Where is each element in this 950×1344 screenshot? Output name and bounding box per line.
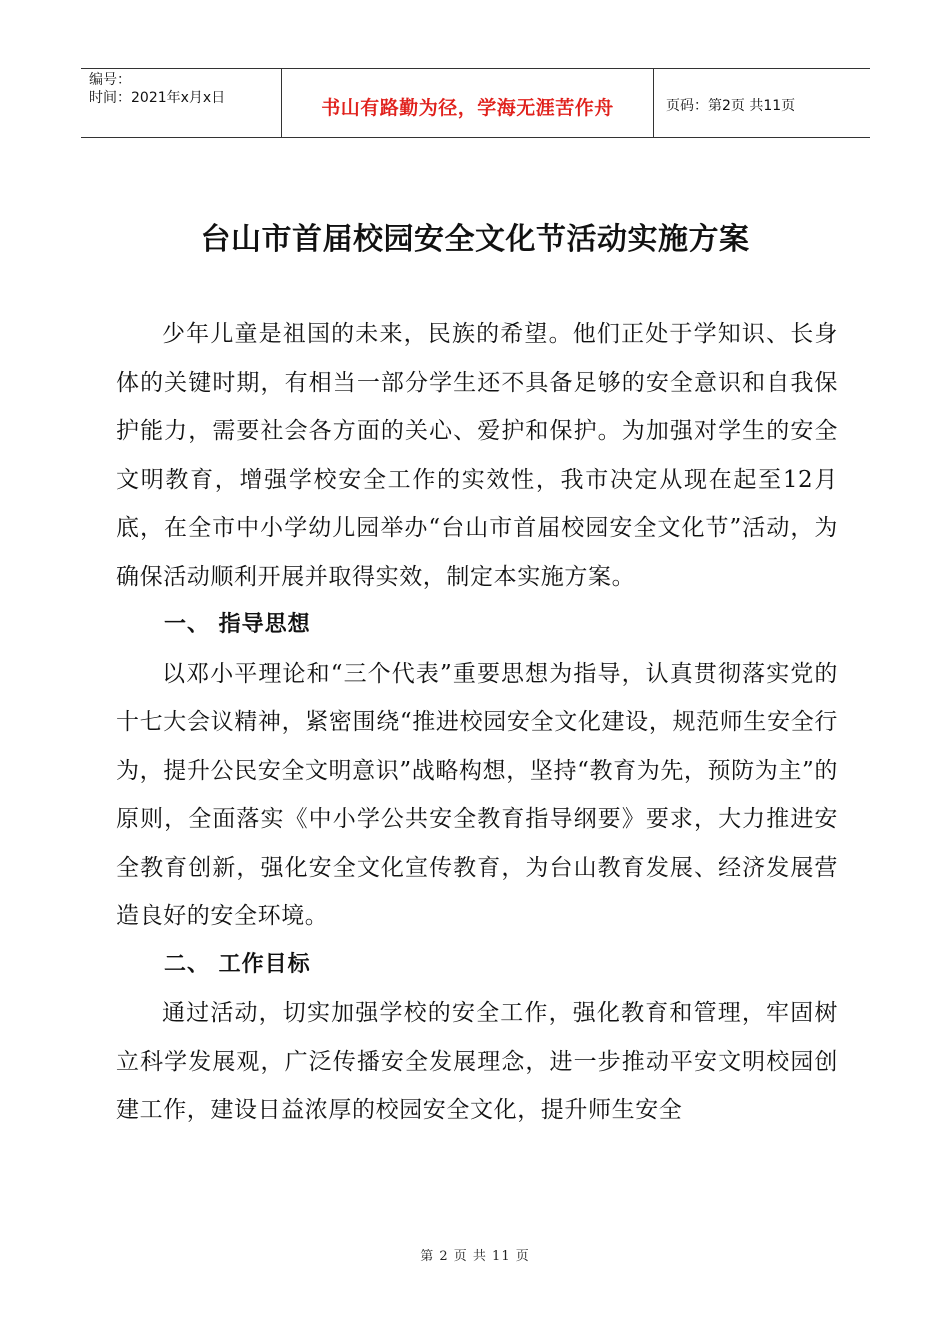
section-body-1: 以邓小平理论和“三个代表”重要思想为指导，认真贯彻落实党的十七大会议精神，紧密围绕“推进校园安全文化建设，规范师生安全行为，提升公民安全文明意识”战略构想，坚持“教育为先，预防为主”的原则，全面落实《中小学公共安全教育指导纲要》要求，大力推进安全教育创新，强化安全文化宣传教育，为台山教育发展、经济发展营造良好的安全环境。 [116,660,838,929]
page-footer: 第 2 页 共 11 页 [420,1249,530,1264]
date-label: 时间：2021年x月x日 [89,90,226,106]
page-header [81,68,870,138]
section-heading-2: 二、 工作目标 [164,951,311,977]
intro-paragraph: 少年儿童是祖国的未来，民族的希望。他们正处于学知识、长身体的关键时期，有相当一部分学生还不具备足够的安全意识和自我保护能力，需要社会各方面的关心、爱护和保护。为加强对学生的安全文明教育，增强学校安全工作的实效性，我市决定从现在起至12月底，在全市中小学幼儿园举办“台山市首届校园安全文化节”活动，为确保活动顺利开展并取得实效，制定本实施方案。 [116,321,838,590]
header-page-info-cell [654,69,870,137]
motto: 书山有路勤为径，学海无涯苦作舟 [321,96,614,119]
section-heading-1: 一、 指导思想 [164,612,311,637]
header-meta [81,69,282,137]
number-label: 编号： [89,72,131,88]
document-body [116,310,838,1135]
page-info: 页码：第2页 共11页 [666,98,796,114]
header-motto-cell [282,69,654,137]
document-title: 台山市首届校园安全文化节活动实施方案 [200,222,750,257]
section-body-2: 通过活动，切实加强学校的安全工作，强化教育和管理，牢固树立科学发展观，广泛传播安全发展理念，进一步推动平安文明校园创建工作，建设日益浓厚的校园安全文化，提升师生安全 [116,1000,838,1123]
